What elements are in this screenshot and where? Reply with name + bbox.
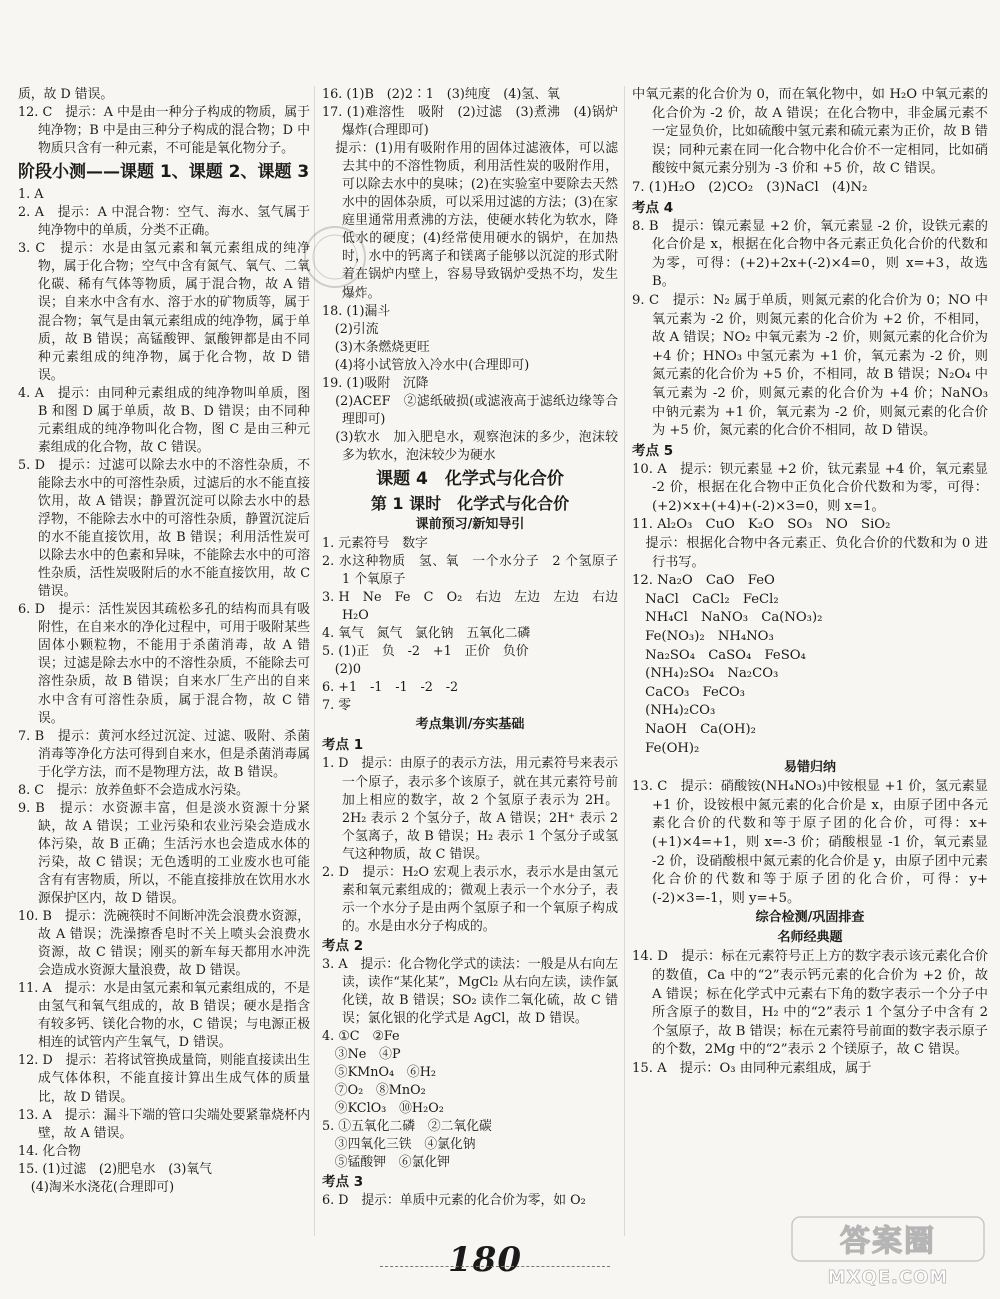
answer-item: 13. C 提示：硝酸铵(NH₄NO₃)中铵根显 +1 价，氢元素显 +1 价，设铵根中氮元素的化合价是 x，由原子团中各元素化合价的代数和等于原子团的化合价，可得：x+(+1)×4=+1，则 x=-3 价；硝酸根显 -1 价，氧元素显 -2 价，设硝酸根中氮元素的化合价是 y，由原子团中元素化合价的代数和等于原子团的化合价，可得：y+(-2)×3=-1，则 y=+5。 [632, 779, 988, 906]
watermark-text: 答案圈 [840, 1224, 936, 1259]
answer-item: ③Ne ④P [322, 1047, 401, 1063]
key-point-label: 考点 2 [322, 937, 364, 954]
answer-item: 19. (1)吸附 沉降 [322, 375, 429, 391]
answer-item: 6. D 提示：活性炭因其疏松多孔的结构而具有吸附性，在自来水的净化过程中，可用于吸附某些固体小颗粒物，不能用于杀菌消毒，故 A 错误；过滤是除去水中的不溶性杂质，不能除去可溶性杂质，故 B 错误；自来水厂生产出的自来水中含有可溶性杂质，属于混合物，故 C 错误。 [18, 602, 310, 726]
answer-item: 4. A 提示：由同种元素组成的纯净物叫单质，图 B 和图 D 属于单质，故 B、D 错误；由不同种元素组成的纯净物叫化合物，图 C 是由三种元素组成的化合物，故 C 错误。 [18, 385, 310, 455]
answer-item: 17. (1)难溶性 吸附 (2)过滤 (3)煮沸 (4)锅炉爆炸(合理即可) [322, 105, 618, 139]
page-number: 180 [448, 1240, 522, 1280]
answer-item: (4)淘米水浇花(合理即可) [18, 1179, 175, 1195]
answer-item: 质，故 D 错误。 [18, 87, 114, 102]
answer-item: 11. Al₂O₃ CuO K₂O SO₃ NO SiO₂ [632, 517, 891, 533]
answer-item: 4. ①C ②Fe [322, 1029, 400, 1045]
answer-item: 14. D 提示：标在元素符号正上方的数字表示该元素化合价的数值，Ca 中的“2”表示钙元素的化合价为 +2 价，故 A 错误；标在化学式中元素右下角的数字表示一个分子中所含原子的数目，H₂ 中的“2”表示 1 个氢分子中含有 2 个氢原子，故 B 错误；标在元素符号前面的数字表示原子的个数，2Mg 中的“2”表示 2 个镁原子，故 C 错误。 [632, 949, 988, 1058]
subsection-heading: 综合检测/巩固排查 [755, 910, 865, 926]
section-heading: 课题 4 化学式与化合价 [376, 468, 564, 489]
answer-item: (NH₄)₂SO₄ Na₂CO₃ [632, 666, 779, 682]
answer-item: 中氧元素的化合价为 0，而在氧化物中，如 H₂O 中氧元素的化合价为 -2 价，故 A 错误；在化合物中，非金属元素不一定显负价，比如硫酸中氢元素和硫元素为正价，故 B 错误；同种元素在同一化合物中化合价不一定相同，比如硝酸铵中氮元素分别为 -3 价和 +5 价，故 C 错误。 [632, 87, 988, 177]
answer-item: 6. +1 -1 -1 -2 -2 [322, 680, 459, 696]
answer-item: 2. A 提示：A 中混合物：空气、海水、氢气属于纯净物中的单质，分类不正确。 [18, 205, 310, 239]
answer-item: 9. B 提示：水资源丰富，但是淡水资源十分紧缺，故 A 错误；工业污染和农业污染会造成水体污染，故 B 正确；生活污水也会造成水体的污染，故 C 错误；无色透明的工业废水也可能含有有害物质，所以，不能直接排放在饮用水水源保护区内，故 D 错误。 [18, 800, 310, 907]
key-point-label: 考点 4 [632, 199, 674, 216]
answer-item: 8. B 提示：镍元素显 +2 价，氧元素显 -2 价，设铁元素的化合价是 x，根据在化合物中各元素正负化合价的代数和为零，可得：(+2)+2x+(-2)×4=0，则 x=+3，故选 B。 [632, 218, 988, 290]
answer-item: 3. A 提示：化合物化学式的读法：一般是从右向左读，读作“某化某”，MgCl₂ 从右向左读，读作氯化镁，故 B 错误；SO₂ 读作二氧化硫，故 C 错误；氯化银的化学式是 AgCl，故 D 错误。 [322, 956, 618, 1027]
subsection-heading: 名师经典题 [777, 930, 843, 946]
answer-item: NaOH Ca(OH)₂ [632, 722, 756, 737]
lesson-heading: 第 1 课时 化学式与化合价 [370, 493, 570, 513]
answer-item: NaCl CaCl₂ FeCl₂ [632, 591, 779, 607]
answer-item: 10. B 提示：洗碗筷时不间断冲洗会浪费水资源，故 A 错误；洗澡擦香皂时不关上喷头会浪费水资源，故 C 错误；刚买的新车每天都用水冲洗会造成水资源大量浪费，故 D 错误。 [18, 909, 310, 979]
answer-item: (NH₄)₂CO₃ [632, 703, 716, 719]
answer-item: 9. C 提示：N₂ 属于单质，则氮元素的化合价为 0；NO 中氧元素为 -2 价，则氮元素的化合价为 +2 价，不相同，故 A 错误；NO₂ 中氧元素为 -2 价，则氮元素的化合价为 +4 价；HNO₃ 中氢元素为 +1 价，氧元素为 -2 价，则氮元素的化合价为 +5 价，不相同，故 B 错误；N₂O₄ 中氧元素为 -2 价，则氮元素的化合价为 +4 价；NaNO₃ 中钠元素为 +1 价，氧元素为 -2 价，则氮元素的化合价为 +5 价，氮元素的化合价不相同，故 D 错误。 [632, 292, 988, 439]
answer-item: 6. D 提示：单质中元素的化合价为零，如 O₂ [322, 1193, 586, 1209]
answer-item: (3)软水 加入肥皂水，观察泡沫的多少，泡沫较多为软水，泡沫较少为硬水 [322, 429, 618, 463]
subsection-heading: 课前预习/新知导引 [415, 516, 525, 532]
answer-item: 13. A 提示：漏斗下端的管口尖端处要紧靠烧杯内壁，故 A 错误。 [18, 1107, 310, 1141]
answer-item: Fe(OH)₂ [632, 740, 700, 756]
answer-item: ⑤锰酸钾 ⑥氯化钾 [322, 1155, 450, 1171]
answer-item: 2. 水这种物质 氢、氧 一个水分子 2 个氢原子 1 个氧原子 [322, 554, 631, 588]
key-point-label: 考点 3 [322, 1174, 364, 1191]
answer-item: 11. A 提示：水是由氢元素和氧元素组成的，不是由氢气和氧气组成的，故 B 错误；硬水是指含有较多钙、镁化合物的水，C 错误；与电源正极相连的试管内产生氧气，D 错误。 [18, 981, 310, 1051]
answer-item: 15. (1)过滤 (2)肥皂水 (3)氧气 [18, 1161, 212, 1177]
answer-item: 4. 氧气 氮气 氯化钠 五氧化二磷 [322, 626, 531, 642]
answer-item: 7. 零 [322, 698, 352, 714]
answer-item: 1. 元素符号 数字 [322, 535, 428, 551]
answer-item: Fe(NO₃)₂ NH₄NO₃ [632, 629, 774, 645]
answer-item: 提示：(1)用有吸附作用的固体过滤液体，可以滤去其中的不溶性物质，利用活性炭的吸附作用，可以除去水中的臭味；(2)在实验室中要除去天然水中的固体杂质，可以采用过滤的方法；(3)在家庭里通常用煮沸的方法，使硬水转化为软水，降低水的硬度；(4)经常使用硬水的锅炉，在加热时，水中的钙离子和镁离子能够以沉淀的形式附着在锅炉内壁上，容易导致锅炉受热不均，发生爆炸。 [322, 141, 618, 301]
answer-item: 3. C 提示：水是由氢元素和氧元素组成的纯净物，属于化合物；空气中含有氮气、氧气、二氧化碳、稀有气体等物质，属于混合物，故 A 错误；自来水中含有水、溶于水的矿物质等，属于混合物；氧气是由氧元素组成的纯净物，属于单质，故 B 错误；高锰酸钾、氯酸钾都是由不同种元素组成的纯净物，属于化合物，故 D 错误。 [18, 241, 310, 383]
answer-item: 7. B 提示：黄河水经过沉淀、过滤、吸附、杀菌消毒等净化方法可得到自来水，但是杀菌消毒属于化学方法，而不是物理方法，故 B 错误。 [18, 728, 310, 780]
column-right [632, 86, 988, 1079]
answer-item: Na₂SO₄ CaSO₄ FeSO₄ [632, 647, 806, 663]
answer-item: (2)引流 [322, 321, 379, 337]
answer-item: 14. 化合物 [18, 1143, 81, 1159]
key-point-label: 考点 5 [632, 442, 674, 459]
answer-item: 1. A [18, 187, 44, 203]
answer-item: (3)木条燃烧更旺 [322, 339, 430, 355]
key-point-label: 考点 1 [322, 737, 364, 754]
answer-item: 7. (1)H₂O (2)CO₂ (3)NaCl (4)N₂ [632, 179, 868, 195]
answer-item: (2)ACEF ②滤纸破损(或滤液高于滤纸边缘等合理即可) [322, 393, 618, 427]
answer-item: CaCO₃ FeCO₃ [632, 684, 745, 700]
answer-item: 16. (1)B (2)2∶1 (3)纯度 (4)氢、氧 [322, 87, 560, 102]
page-number-rule [380, 1266, 610, 1267]
answer-item: 5. D 提示：过滤可以除去水中的不溶性杂质，不能除去水中的可溶性杂质，过滤后的水不能直接饮用，故 A 错误；静置沉淀可以除去水中的悬浮物，不能除去水中的可溶性杂质，静置沉淀后的水不能直接饮用，故 B 错误；利用活性炭可以除去水中的色素和异味，不能除去水中的可溶性杂质，活性炭吸附后的水不能直接饮用，故 C 错误。 [18, 457, 310, 600]
answer-item: 18. (1)漏斗 [322, 303, 391, 319]
answer-item: (4)将小试管放入冷水中(合理即可) [322, 357, 530, 373]
column-left [18, 86, 310, 1197]
answer-item: ⑤KMnO₄ ⑥H₂ [322, 1065, 437, 1081]
answer-item: ⑦O₂ ⑧MnO₂ [322, 1083, 426, 1099]
watermark-logo [788, 1211, 988, 1291]
answer-item: 1. D 提示：由原子的表示方法，用元素符号来表示一个原子，表示多个该原子，就在其元素符号前加上相应的数字，故 2 个氢原子表示为 2H。2H₂ 表示 2 个氢分子，故 A 错误；2H⁺ 表示 2 个氢离子，故 B 错误；H₂ 表示 1 个氢分子或氢气这种物质，故 C 错误。 [322, 756, 618, 862]
answer-item: 15. A 提示：O₃ 由同种元素组成，属于 [632, 1060, 872, 1076]
answer-item: 2. D 提示：H₂O 宏观上表示水，表示水是由氢元素和氧元素组成的；微观上表示一个水分子，表示一个水分子是由两个氢原子和一个氧原子构成的。水是由水分子构成的。 [322, 864, 618, 934]
section-heading: 阶段小测——课题 1、课题 2、课题 3 [18, 162, 310, 183]
answer-item: ③四氧化三铁 ④氯化钠 [322, 1137, 476, 1153]
faint-stamp-seal [300, 222, 370, 292]
subsection-heading: 易错归纳 [783, 760, 836, 776]
answer-item: 提示：根据化合物中各元素正、负化合价的代数和为 0 进行书写。 [632, 536, 988, 570]
column-divider [624, 86, 625, 1236]
answer-item: ⑨KClO₃ ⑩H₂O₂ [322, 1101, 444, 1117]
answer-item: 8. C 提示：放养鱼虾不会造成水污染。 [18, 782, 249, 798]
answer-item: 3. H Ne Fe C O₂ 右边 左边 左边 右边 H₂O [322, 590, 631, 624]
answer-item: 12. C 提示：A 中是由一种分子构成的物质，属于纯净物；B 中是由三种分子构成的混合物；D 中物质只含有一种元素，不可能是氧化物分子。 [18, 105, 310, 157]
subsection-heading: 考点集训/夯实基础 [415, 717, 525, 733]
answer-item: 12. D 提示：若将试管换成量筒，则能直接读出生成气体体积，不能直接计算出生成气体的质量比，故 D 错误。 [18, 1053, 310, 1105]
answer-item: 10. A 提示：钡元素显 +2 价，钛元素显 +4 价，氧元素显 -2 价，根据在化合物中正负化合价代数和为零，可得：(+2)×x+(+4)+(-2)×3=0，则 x=1。 [632, 461, 988, 514]
answer-item: 5. ①五氧化二磷 ②二氧化碳 [322, 1119, 492, 1135]
answer-item: 12. Na₂O CaO FeO [632, 573, 775, 589]
answer-item: (2)0 [322, 662, 362, 678]
answer-item: NH₄Cl NaNO₃ Ca(NO₃)₂ [632, 610, 823, 626]
answer-item: 5. (1)正 负 -2 +1 正价 负价 [322, 644, 529, 660]
watermark-url: MXQE.COM [827, 1267, 949, 1288]
